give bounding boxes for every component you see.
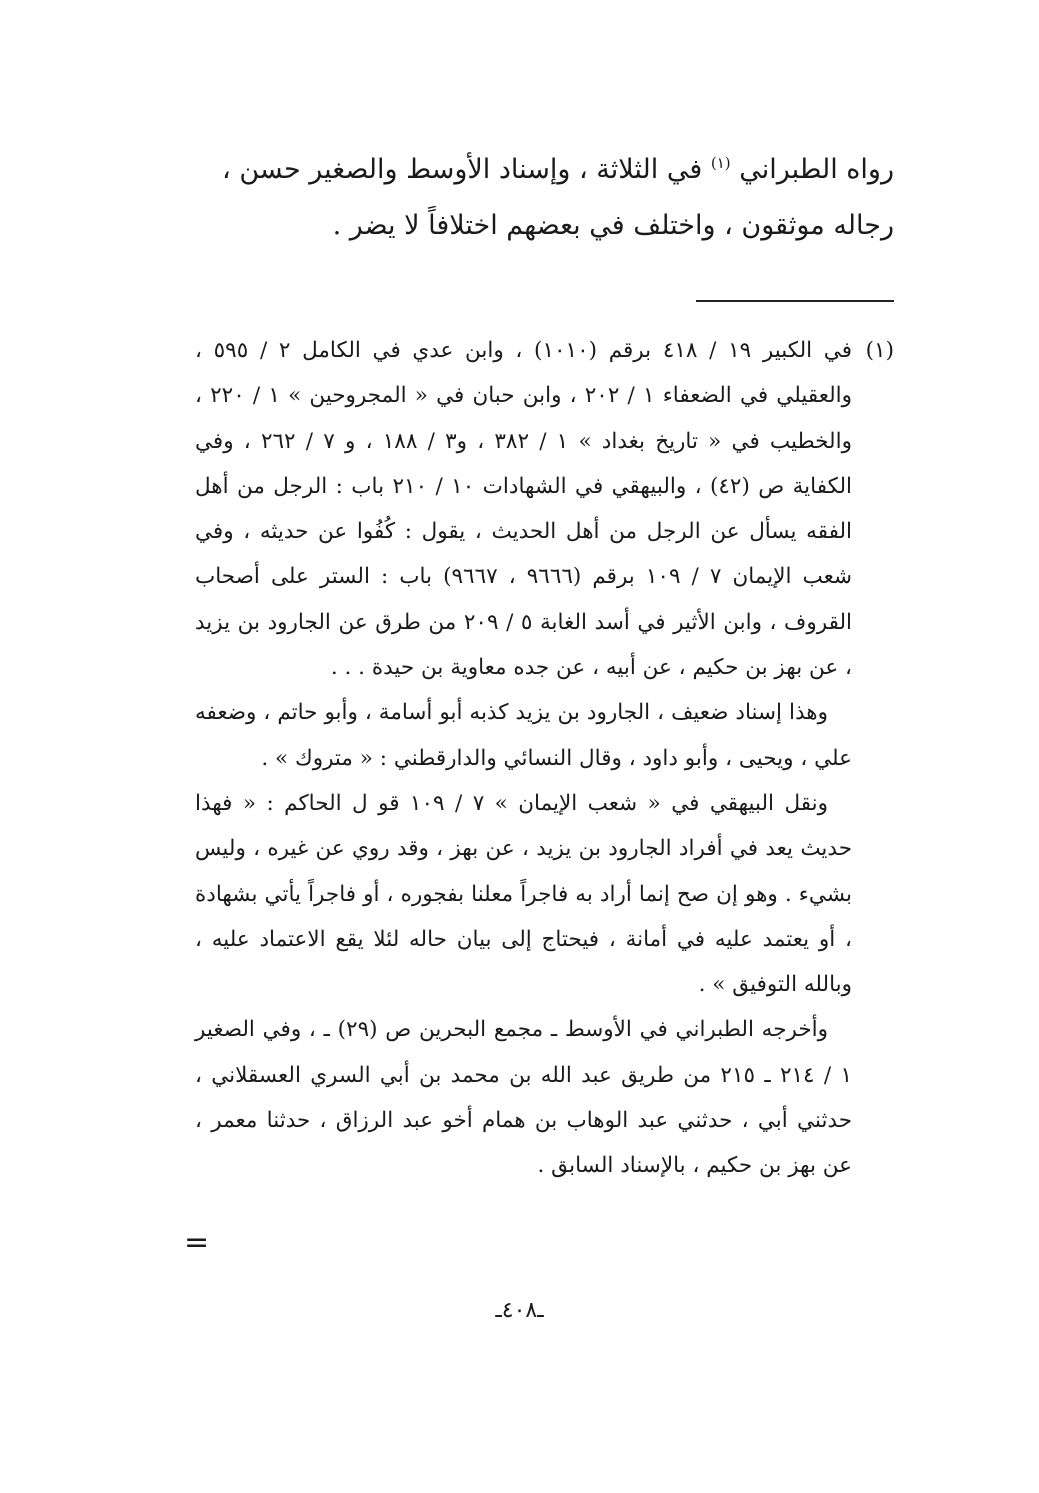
footnote-text-1: في الكبير ١٩ / ٤١٨ برقم (١٠١٠) ، وابن عدي في الكامل ٢ / ٥٩٥ ، والعقيلي في الضعفاء ١ / ٢٠٢ ، وابن حبان في « المجروحين » ١ / ٢٢٠ ، والخطيب في « تاريخ بغداد » ١ / ٣٨٢ ، و٣ / ١٨٨ ، و ٧ / ٢٦٢ ، وفي الكفاية ص (٤٢) ، والبيهقي في الشهادات ١٠ / ٢١٠ باب : الرجل من أهل الفقه يسأل عن الرجل من أهل الحديث ، يقول : كُفُوا عن حديثه ، وفي شعب الإيمان ٧ / ١٠٩ برقم (٩٦٦٦ ، ٩٦٦٧) باب : الستر على أصحاب القروف ، وابن الأثير في أسد الغابة ٥ / ٢٠٩ من طرق عن الجارود بن يزيد ، عن بهز بن حكيم ، عن أبيه ، عن جده معاوية بن حيدة . . . [195,338,852,681]
main-text-line-1-end: في الثلاثة ، وإسناد الأوسط والصغير حسن ، [222,154,703,185]
main-text-line-1 [140,142,894,198]
footnote-reference-marker: (١) [710,154,731,172]
page-number: ـ٤٠٨ـ [495,1298,544,1323]
main-text-block [140,142,894,254]
footnote-paragraph-3: ونقل البيهقي في « شعب الإيمان » ٧ / ١٠٩ قو ل الحاكم : « فهذا حديث يعد في أفراد الجارود بن يزيد ، عن بهز ، وقد روي عن غيره ، وليس بشيء . وهو إن صح إنما أراد به فاجراً معلنا بفجوره ، أو فاجراً يأتي بشهادة ، أو يعتمد عليه في أمانة ، فيحتاج إلى بيان حاله لئلا يقع الاعتماد عليه ، وبالله التوفيق » . [195,790,852,998]
footnote-continuation-mark: = [184,1225,210,1260]
footnote-paragraph-4: وأخرجه الطبراني في الأوسط ـ مجمع البحرين ص (٢٩) ـ ، وفي الصغير ١ / ٢١٤ ـ ٢١٥ من طريق عبد الله بن محمد بن أبي السري العسقلاني ، حدثني أبي ، حدثني عبد الوهاب بن همام أخو عبد الرزاق ، حدثنا معمر ، عن بهز بن حكيم ، بالإسناد السابق . [195,1017,853,1179]
footnotes-block [195,328,894,1189]
footnote-number: (١) [865,338,894,363]
footnote-entry-1 [195,328,894,690]
footnote-separator-line [696,300,894,302]
footnote-paragraph-2: وهذا إسناد ضعيف ، الجارود بن يزيد كذبه أبو أسامة ، وأبو حاتم ، وضعفه علي ، ويحيى ، وأبو داود ، وقال النسائي والدارقطني : « متروك » . [195,700,852,771]
main-text-line-1-start: رواه الطبراني [739,154,894,185]
main-text-line-2: رجاله موثقون ، واختلف في بعضهم اختلافاً لا يضر . [332,210,894,241]
